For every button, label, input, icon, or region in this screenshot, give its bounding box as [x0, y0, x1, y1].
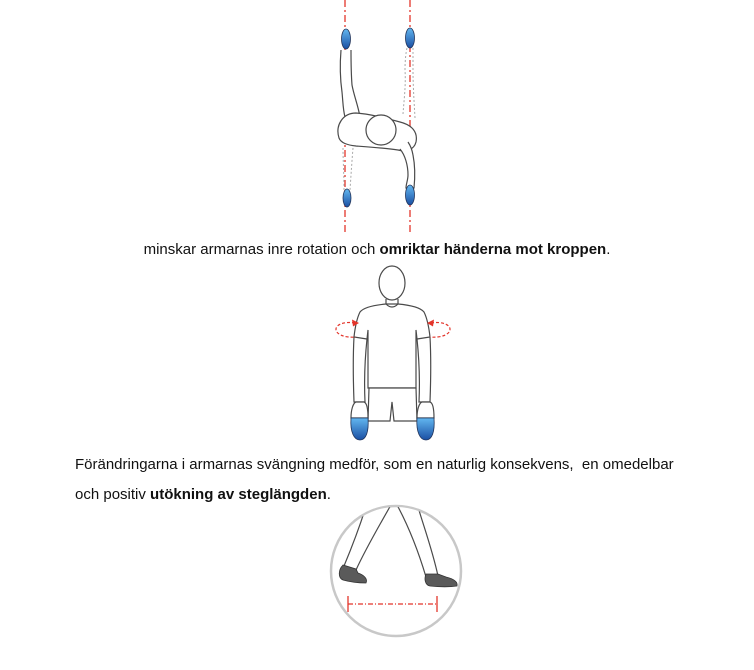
caption-text: minskar armarnas inre rotation och — [143, 241, 380, 258]
paragraph-bold-text: utökning av steglängden — [150, 486, 327, 503]
shorts — [368, 388, 417, 421]
standing-figure — [351, 266, 434, 421]
left-hand — [351, 418, 368, 440]
right-hand — [417, 418, 434, 440]
head — [379, 266, 405, 300]
left-arm — [353, 337, 367, 402]
ghost-right-arm-up — [403, 48, 415, 118]
right-arm — [417, 337, 431, 402]
stride-length-illustration — [328, 503, 464, 639]
right-hand-upper — [417, 402, 434, 418]
hand-bottom-right — [406, 185, 415, 205]
hand-bottom-left — [343, 189, 351, 207]
raised-left-arm — [340, 50, 360, 117]
paragraph-line-2-text: och positiv — [75, 486, 151, 503]
left-hand-upper — [351, 402, 368, 418]
hand-top-left — [342, 29, 351, 49]
paragraph-line-2 — [75, 485, 331, 505]
paragraph-end: . — [326, 486, 331, 503]
lowered-right-arm — [400, 142, 415, 188]
front-view-figure-illustration — [325, 262, 460, 444]
figure-top-view — [338, 50, 416, 188]
paragraph-line-1: Förändringarna i armarnas svängning medför, som en naturlig konsekvens, en omedelbar — [75, 456, 674, 473]
head — [366, 115, 396, 145]
top-view-arm-illustration — [318, 0, 438, 236]
hands-blue — [351, 418, 434, 440]
hand-top-right — [406, 28, 415, 48]
caption-bold-text: omriktar händerna mot kroppen — [379, 241, 607, 258]
caption-line — [0, 240, 754, 260]
caption-end: . — [606, 241, 611, 258]
